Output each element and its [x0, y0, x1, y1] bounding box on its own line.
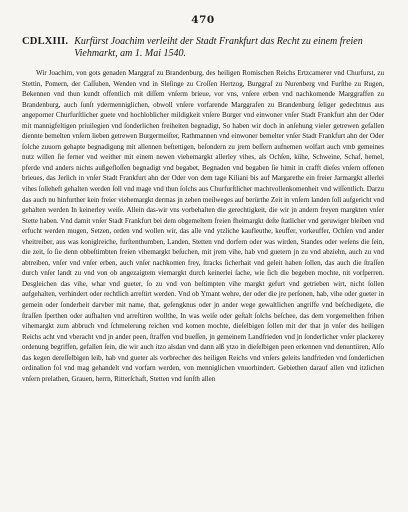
document-number: CDLXIII. — [22, 36, 69, 47]
document-body: Wir Joachim, von gots genaden Marggraf zu Brandenburg, des heiligen Romischen Reichs Ertzcamerer vnd Churfurst, zu Stettin, Pomern, der Caſſuben, Wenden vnd in Sleſinge zu Croſſen Hertzog, Burggraf zu Nurenberg vnd Furſthe zu Rugen, Bekennen vnd thun kundt offentlich mit diſſem vnſerm brieue, vor vns, vnſere erben vnd nachkomende Marggraffen zu Brandenburg, auch ſunſt ydermenniglichen, obwoll vnſere vorfarende Marggrafen zu Brandenburg ſeliger gedechtnus aus angeporner Churfurſtlicher guete vnd hochloblicher mildigkeit vnſere Burger vnd einwoner vnſer Stadt Frankfurt ahn der Oder mit mannigfeltigen priuilegien vnd ſonderlichen freiheiten begnadigt, So haben wir doch in anſehung vieler getrewen gefallen diennte bemelten vnſern lieben getrewen Burgermeiſter, Rathmannen vnd einwoner bemelter vnſer Stadt Frankfurt ahn der Oder ſolche zuuorn gehapte begnadigung mit allennen beſtettigen, beſondern zu jrem beſſern aufnemen wolfart auch vmb gemeines nutz willen ſie ferner vnd weither mit einem newen viehemargkt allerley vihes, als Ochſen, kühe, Schweine, Schaf, hemel, pferde vnd anders nichts außgefloſſen begnadigt vnd begabet, Begnaden vnd begaben ſie himit in crafft dieſes vnſern offenen brieues, das Jerlich in vnſer Stadt Frankfurt ahn der Oder von dem tage Kiliani bis auf Margarethe ein freier Jarmargkt allerlei vihes ſolleheft gehalten werden ſoll vnd mage vnd thun ſolchs aus Churfurſtlicher machtvollenkomenheit vnd wiſſentlich. Darzu das auch nu hinfurther kein freier viehemargkt dermas jn zehen meilweges auf berürthe Zeit in vnſern landen ſoll aufgericht vnd gehalten werden In keinerley weiſe. Allein das-wir vns vorbehalten die gerechtigkeit, die wir jn andern freyen margkten vnſer Stette haben. Vnd damit vnſer Stadt Frankfurt bei dem obgemeltem freien fheimargkt deſte ſtatlicher vnd geruwiger bleiben vnd erfucht werden mugen, Setzen, orden vnd wollen wir, das alle vnd ytzliche kaufleuthe, keuffer, vorkeuffer, Ochſen vnd ander vheitreiber, aus was koniglreiche, furſtenthumben, Landen, Stetten vnd dorfern oder was wirden, Standes oder weſens die ſein, die zeit, ſo ſie denn obbeſtimbten freien vihemargkt beſuchen, mit jrem vihe, hab vnd guetern jn zu vnd abziehn, auch zu vnd abtreiben, vnſer vnd vnſer erben, auch vnſer nachkomen frey, ſtracks ſicherhait vnd geleit haben ſollen, das auch die ſtraſſen durch vnſer landt zu vnd von ob angezaigtem viemargkt durch keinerlei ſache, wie ſich die begeben mochte, nit vorſperren. Desgleichen das vihe, whar vnd gueter, ſo zu vnd von beſtimpten vihe margkt gefurt vnd getrieben wirt, nicht ſollen aufgehalten, verhindert oder rechtlich arreſtirt werden. Vnd ob Ymant wehre, der oder die jre perſonen, hab, vihe oder gueter in gemein oder ſonderheit darvber mit name, that, gefengknus oder jn ander wege gewaltlichen angriffe vnd beſchedigete, die ſtraſſen ſperthen oder aufhalten vnd arreſtiren wollthe, In was weiſe oder geſtalt ſolchs beſchee, das dem vorgemelthen frihen vihemargkt zum abbruch vnd ſchmelerung reichen vnd komen mochte, dieſelbigen ſollen mit der that jn vnſer des heiligen Reichs acht vnd vberacht vnd jn ander peen, ſtraffen vnd bueſſen, jn gemeinem Landfrieden vnd jn ſonderlicher vnſer plackerey ordenung begriffen, gefallen ſein, die wir auch itzo alsdan vnd dann alß ytzo in dieſelbigen peen erkennen vnd denuntiiren, Alſo das kegen dereſſelbigen leib, hab vnd gueter als vorbrecher des heiligen Reichs vnd vnſers geleits landfrieden vnd ſonderlichen ordinalion fol vnd mag gehandelt vnd vorfarn werden, von menniglichen vnuorhindert. Gebiethen darauf allen vnd itzlichen vnſern prelathen, Grauen, herrn, Ritterſchaft, Stetten vnd ſunſth allen — [22, 69, 384, 383]
document-heading — [22, 36, 384, 60]
page-number: 470 — [191, 14, 215, 26]
document-title: Kurfürst Joachim verleiht der Stadt Frankfurt das Recht zu einem freien Viehmarkt, am 1. Mai 1540. — [74, 36, 363, 59]
